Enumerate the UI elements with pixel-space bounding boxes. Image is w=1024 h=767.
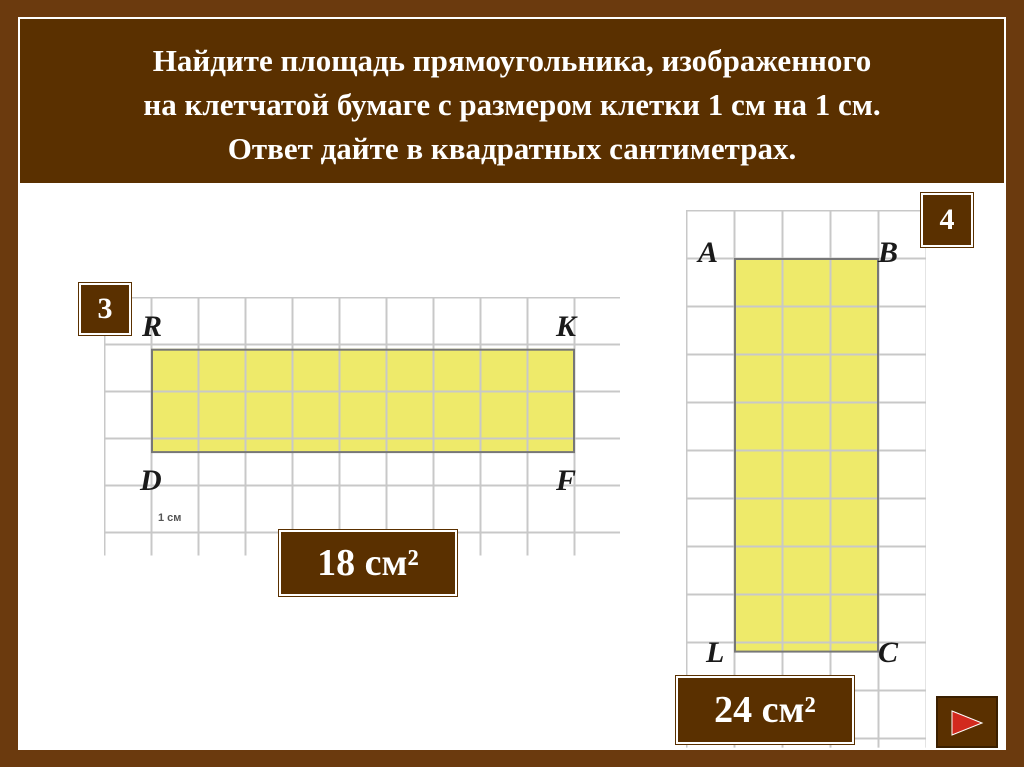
task-line-1: Найдите площадь прямоугольника, изображенного [152, 43, 872, 78]
vertex-D: D [140, 464, 162, 497]
grid-svg-problem-4 [686, 210, 926, 750]
grid-svg-problem-3 [104, 297, 620, 567]
vertex-K: K [556, 310, 577, 343]
grid-problem-3 [104, 297, 620, 567]
play-icon [950, 710, 984, 736]
vertex-C: C [878, 636, 899, 669]
problem-3-rectangle [151, 349, 574, 452]
task-line-3: Ответ дайте в квадратных сантиметрах. [227, 131, 797, 166]
problem-3-number: 3 [79, 283, 131, 335]
vertex-L: L [706, 636, 725, 669]
vertex-B: B [878, 236, 899, 269]
problem-4-answer: 24 см² [676, 676, 854, 744]
vertex-A: A [698, 236, 719, 269]
next-slide-button[interactable] [936, 696, 998, 748]
vertex-R: R [142, 310, 163, 343]
vertex-F: F [556, 464, 577, 497]
task-header [18, 17, 1006, 185]
task-line-2: на клетчатой бумаге с размером клетки 1 см на 1 см. [143, 87, 881, 122]
problem-4-rectangle [734, 258, 878, 652]
problem-3-answer: 18 см² [279, 530, 457, 596]
scale-mark: 1 см [158, 512, 182, 524]
problem-4-number: 4 [921, 193, 973, 247]
grid-problem-4 [686, 210, 926, 750]
